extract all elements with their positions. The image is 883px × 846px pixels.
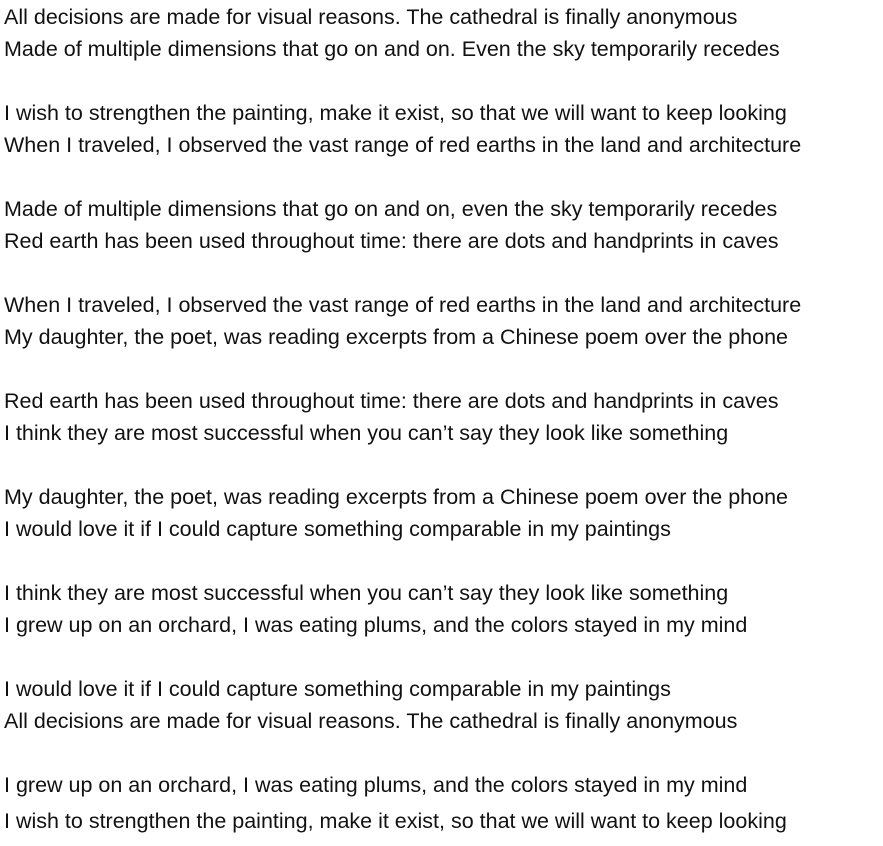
poem-line: When I traveled, I observed the vast range of red earths in the land and architecture <box>4 133 802 157</box>
poem-line: My daughter, the poet, was reading excerpts from a Chinese poem over the phone <box>4 485 789 509</box>
stanza <box>4 289 883 353</box>
stanza <box>4 385 883 449</box>
poem-line: I would love it if I could capture something comparable in my paintings <box>4 677 671 701</box>
stanza <box>4 97 883 161</box>
poem-line: All decisions are made for visual reasons. The cathedral is finally anonymous <box>4 5 738 29</box>
poem-line: I wish to strengthen the painting, make it exist, so that we will want to keep looking <box>4 101 787 125</box>
poem-line: I grew up on an orchard, I was eating plums, and the colors stayed in my mind <box>4 613 748 637</box>
poem-line: All decisions are made for visual reasons. The cathedral is finally anonymous <box>4 709 738 733</box>
stanza <box>4 481 883 545</box>
stanza <box>4 769 883 837</box>
poem-line: Red earth has been used throughout time: there are dots and handprints in caves <box>4 389 779 413</box>
poem-line: Made of multiple dimensions that go on and on. Even the sky temporarily recedes <box>4 37 780 61</box>
stanza <box>4 673 883 737</box>
stanza <box>4 1 883 65</box>
poem-line: When I traveled, I observed the vast range of red earths in the land and architecture <box>4 293 802 317</box>
stanza <box>4 193 883 257</box>
poem-line: I would love it if I could capture something comparable in my paintings <box>4 517 671 541</box>
poem-line: I grew up on an orchard, I was eating plums, and the colors stayed in my mind <box>4 773 748 797</box>
poem-line: I think they are most successful when you can’t say they look like something <box>4 581 729 605</box>
poem-line: I wish to strengthen the painting, make it exist, so that we will want to keep looking <box>4 809 787 833</box>
poem-line: I think they are most successful when you can’t say they look like something <box>4 421 729 445</box>
poem-line: Made of multiple dimensions that go on and on, even the sky temporarily recedes <box>4 197 778 221</box>
stanza <box>4 577 883 641</box>
poem-line: My daughter, the poet, was reading excerpts from a Chinese poem over the phone <box>4 325 789 349</box>
poem-line: Red earth has been used throughout time: there are dots and handprints in caves <box>4 229 779 253</box>
